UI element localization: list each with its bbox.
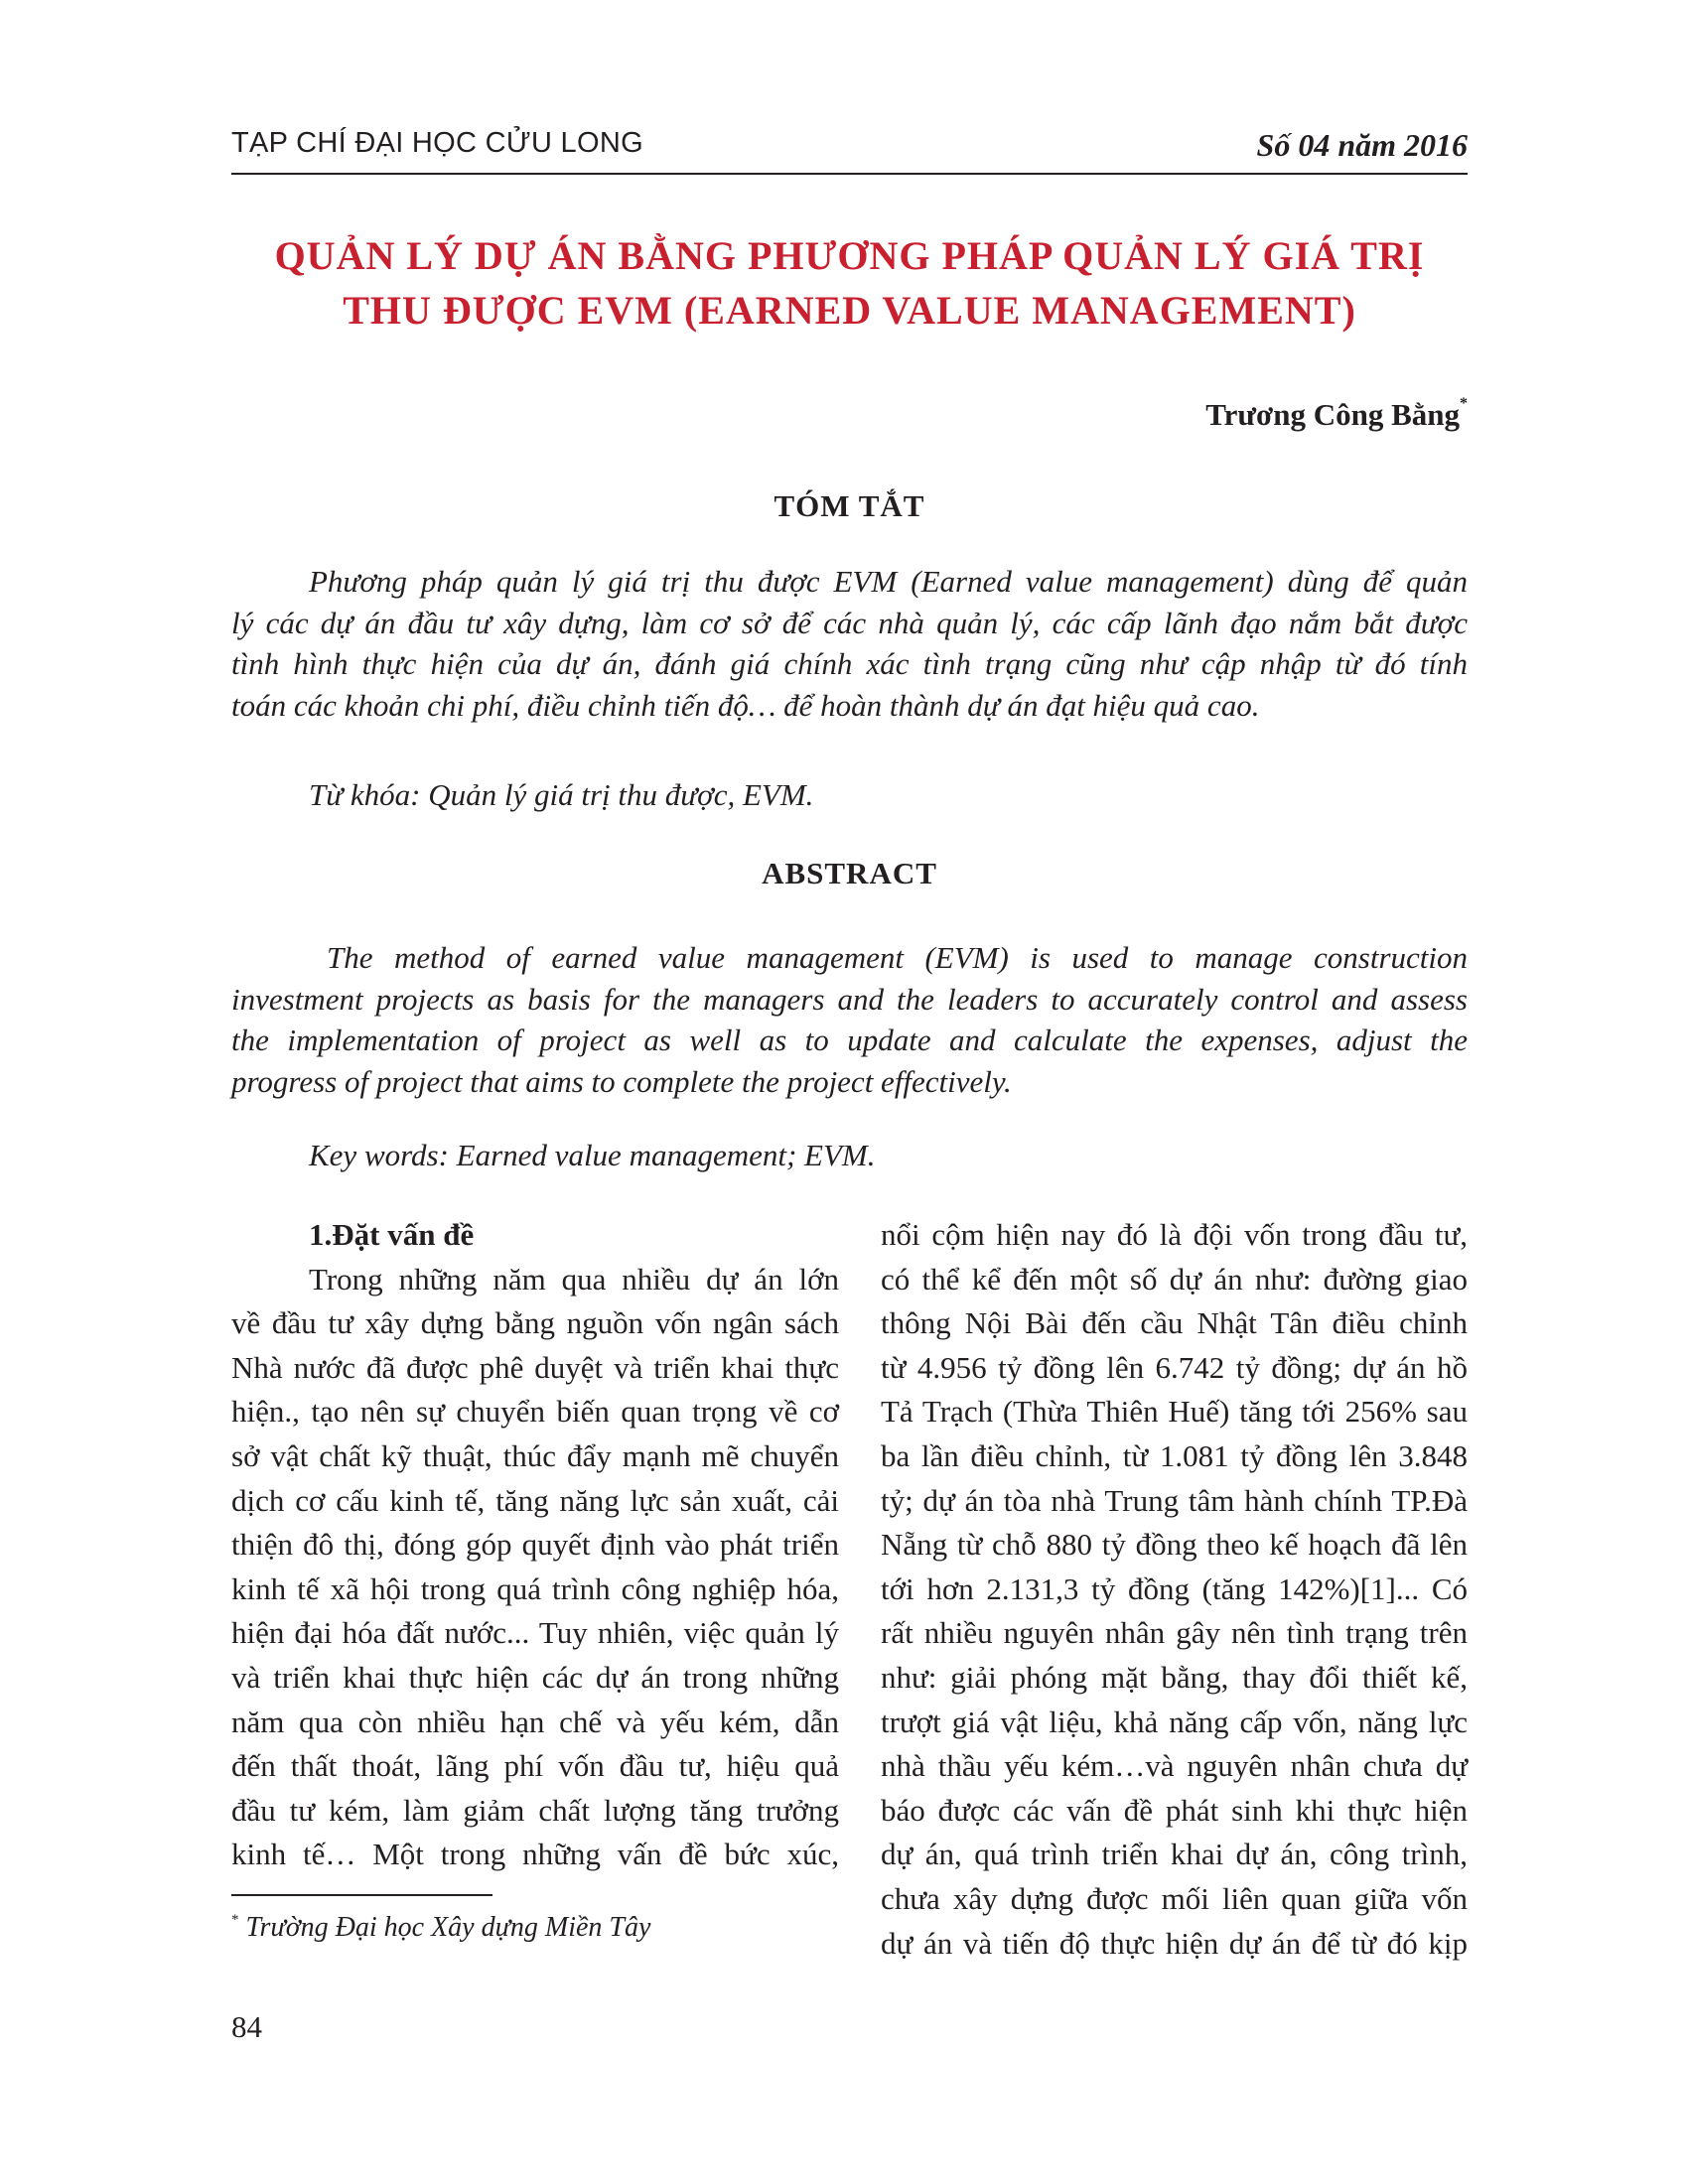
left-column — [231, 1213, 839, 1877]
body-line: như: giải phóng mặt bằng, thay đổi thiết kế, — [881, 1659, 1468, 1695]
body-line: hiện., tạo nên sự chuyển biến quan trọng về cơ — [231, 1394, 839, 1430]
body-line: tới hơn 2.131,3 tỷ đồng (tăng 142%)[1]... Có — [881, 1570, 1468, 1606]
body-line: chưa xây dựng được mối liên quan giữa vốn — [881, 1880, 1468, 1916]
header-rule — [231, 173, 1468, 175]
body-line: ba lần điều chỉnh, từ 1.081 tỷ đồng lên 3.848 — [881, 1437, 1468, 1473]
body-line: kinh tế xã hội trong quá trình công nghiệp hóa, — [231, 1570, 839, 1606]
journal-name: TẠP CHÍ ĐẠI HỌC CỬU LONG — [231, 127, 643, 159]
body-line: Nẵng từ chỗ 880 tỷ đồng theo kế hoạch đã lên — [881, 1527, 1468, 1563]
summary-line: Phương pháp quản lý giá trị thu được EVM (Earned value management) dùng để quản — [309, 564, 1468, 599]
footnote — [231, 1912, 650, 1944]
author-name: Trương Công Bằng — [1205, 397, 1460, 432]
summary-body — [231, 561, 1468, 726]
summary-line: toán các khoản chi phí, điều chỉnh tiến độ… để hoàn thành dự án đạt hiệu quả cao. — [231, 687, 1260, 723]
body-line: dự án, quá trình triển khai dự án, công trình, — [881, 1837, 1468, 1872]
body-line: báo được các vấn đề phát sinh khi thực hiện — [881, 1792, 1468, 1828]
section-heading: 1.Đặt vấn đề — [309, 1217, 475, 1252]
body-line: thông Nội Bài đến cầu Nhật Tân điều chỉnh — [881, 1305, 1468, 1341]
footnote-rule — [231, 1894, 492, 1896]
summary-line: tình hình thực hiện của dự án, đánh giá chính xác tình trạng cũng như cập nhập từ đó tính — [231, 646, 1468, 681]
summary-keywords: Từ khóa: Quản lý giá trị thu được, EVM. — [309, 777, 814, 812]
footnote-mark: * — [231, 1912, 239, 1928]
abstract-line: investment projects as basis for the managers and the leaders to accurately control and assess — [231, 981, 1468, 1017]
body-line: Tả Trạch (Thừa Thiên Huế) tăng tới 256% sau — [881, 1394, 1468, 1430]
title-line: QUẢN LÝ DỰ ÁN BẰNG PHƯƠNG PHÁP QUẢN LÝ GIÁ TRỊ — [274, 233, 1425, 278]
abstract-keywords: Key words: Earned value management; EVM. — [309, 1138, 876, 1172]
body-line: nhà thầu yếu kém…và nguyên nhân chưa dự — [881, 1748, 1468, 1784]
body-line: dự án và tiến độ thực hiện dự án để từ đó kịp — [881, 1925, 1468, 1961]
abstract-line: The method of earned value management (EVM) is used to manage construction — [327, 940, 1468, 975]
summary-line: lý các dự án đầu tư xây dựng, làm cơ sở để các nhà quản lý, các cấp lãnh đạo nắm bắt được — [231, 605, 1468, 640]
body-line: và triển khai thực hiện các dự án trong những — [231, 1659, 839, 1695]
issue-info: Số 04 năm 2016 — [1256, 127, 1468, 163]
footnote-text: Trường Đại học Xây dựng Miền Tây — [245, 1912, 651, 1943]
body-line: đến thất thoát, lãng phí vốn đầu tư, hiệu quả — [231, 1748, 839, 1784]
body-line: từ 4.956 tỷ đồng lên 6.742 tỷ đồng; dự án hồ — [881, 1349, 1468, 1385]
author-footnote-mark: * — [1460, 395, 1468, 412]
abstract-line: progress of project that aims to complete the project effectively. — [231, 1063, 1012, 1099]
body-line: rất nhiều nguyên nhân gây nên tình trạng trên — [881, 1615, 1468, 1651]
body-line: thiện đô thị, đóng góp quyết định vào phát triển — [231, 1527, 839, 1563]
body-line: Trong những năm qua nhiều dự án lớn — [309, 1261, 839, 1297]
body-line: dịch cơ cấu kinh tế, tăng năng lực sản xuất, cải — [231, 1482, 839, 1518]
abstract-heading: ABSTRACT — [762, 856, 937, 890]
body-line: về đầu tư xây dựng bằng nguồn vốn ngân sách — [231, 1305, 839, 1341]
body-line: đầu tư kém, làm giảm chất lượng tăng trưởng — [231, 1792, 839, 1828]
body-line: trượt giá vật liệu, khả năng cấp vốn, năng lực — [881, 1704, 1468, 1739]
running-header — [231, 127, 1468, 171]
body-line: sở vật chất kỹ thuật, thúc đẩy mạnh mẽ chuyển — [231, 1437, 839, 1473]
abstract-body — [231, 937, 1468, 1102]
summary-heading: TÓM TẮT — [774, 488, 925, 523]
right-column — [881, 1213, 1468, 1966]
body-line: kinh tế… Một trong những vấn đề bức xúc, — [231, 1837, 839, 1872]
page-number: 84 — [231, 2009, 262, 2044]
title-line: THU ĐƯỢC EVM (EARNED VALUE MANAGEMENT) — [343, 288, 1356, 333]
body-line: Nhà nước đã được phê duyệt và triển khai thực — [231, 1349, 839, 1385]
body-line: có thể kể đến một số dự án như: đường giao — [881, 1261, 1468, 1297]
body-line: năm qua còn nhiều hạn chế và yếu kém, dẫn — [231, 1704, 839, 1739]
author — [1205, 397, 1468, 433]
body-line: hiện đại hóa đất nước... Tuy nhiên, việc quản lý — [231, 1615, 839, 1651]
article-title — [231, 228, 1468, 338]
body-line: tỷ; dự án tòa nhà Trung tâm hành chính TP.Đà — [881, 1482, 1468, 1518]
abstract-line: the implementation of project as well as to update and calculate the expenses, adjust the — [231, 1023, 1468, 1057]
body-line: nổi cộm hiện nay đó là đội vốn trong đầu tư, — [881, 1217, 1468, 1252]
